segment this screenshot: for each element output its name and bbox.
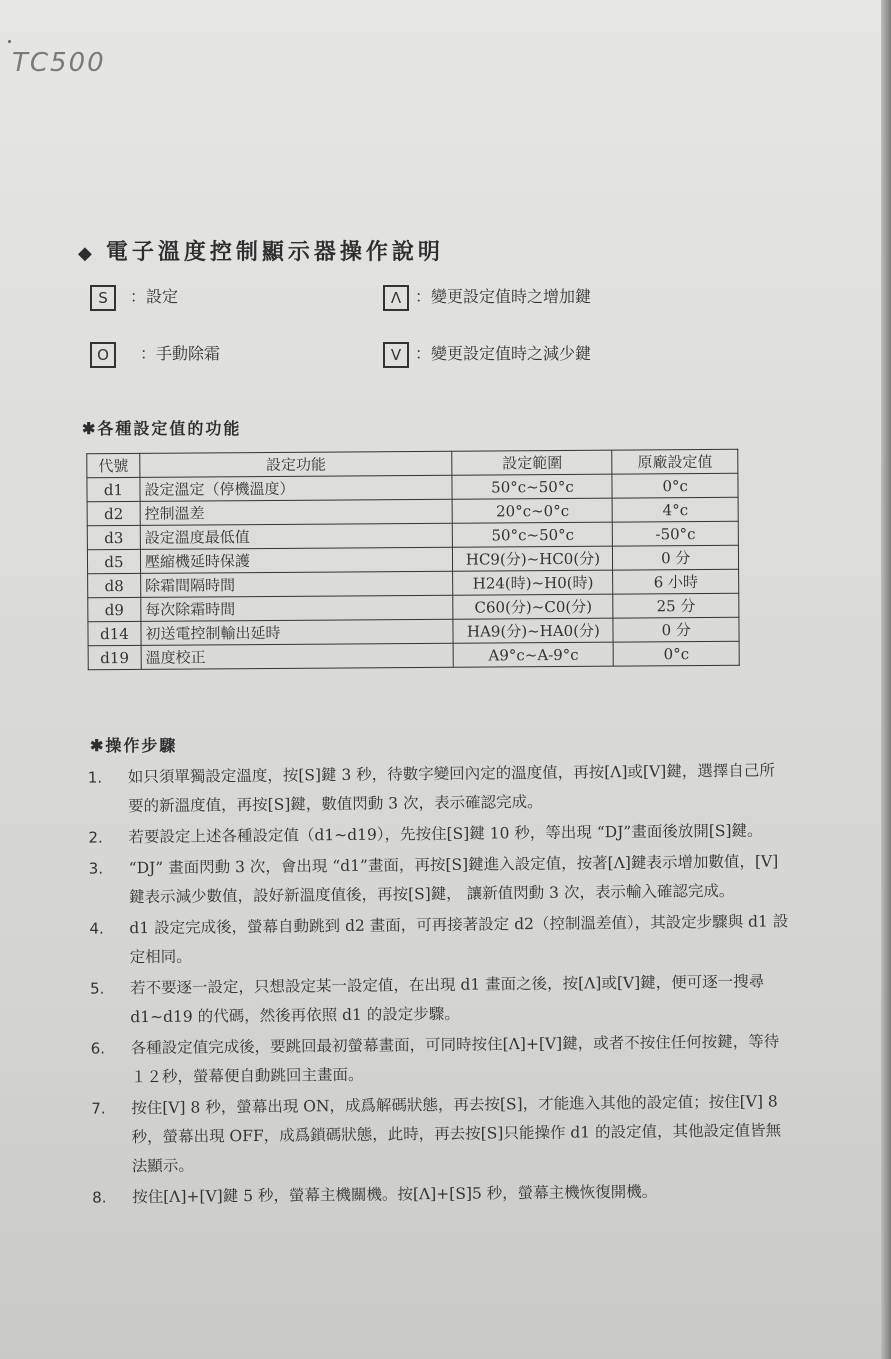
key-s-icon: S bbox=[90, 285, 116, 311]
diamond-bullet-icon: ◆ bbox=[78, 243, 96, 264]
header-code: 代號 bbox=[87, 453, 140, 477]
page-title bbox=[78, 235, 444, 266]
cell-default: 0 分 bbox=[613, 617, 739, 642]
key-up-label: ：變更設定值時之增加鍵 bbox=[415, 287, 592, 306]
key-s-label: ：設定 bbox=[130, 287, 179, 306]
step-text: 按住[V] 8 秒，螢幕出現 ON，成爲解碼狀態，再去按[S]，才能進入其他的設定值；按住[V] 8 秒，螢幕出現 OFF，成爲鎖碼狀態，此時，再去按[S]只能操作 d1 的設定值，其他設定值皆無法顯示。 bbox=[131, 1092, 782, 1176]
step-text: 若要設定上述各種設定值（d1~d19），先按住[S]鍵 10 秒，等出現 “DJ”畫面後放開[S]鍵。 bbox=[128, 821, 763, 847]
key-legend-o bbox=[90, 341, 220, 368]
step-number: 8. bbox=[92, 1188, 107, 1207]
cell-range: C60(分)~C0(分) bbox=[453, 594, 613, 619]
cell-code: d19 bbox=[88, 645, 141, 669]
key-down-icon: V bbox=[383, 342, 409, 368]
cell-function: 壓縮機延時保護 bbox=[140, 547, 453, 573]
step-number: 2. bbox=[88, 828, 103, 847]
list-item bbox=[89, 907, 790, 972]
step-text: 若不要逐一設定，只想設定某一設定值，在出現 d1 畫面之後，按[Λ]或[V]鍵，便可逐一搜尋 d1~d19 的代碼，然後再依照 d1 的設定步驟。 bbox=[129, 972, 765, 1027]
table-row bbox=[88, 641, 739, 670]
cell-code: d1 bbox=[87, 477, 140, 501]
cell-range: H24(時)~H0(時) bbox=[453, 570, 613, 595]
step-text: “DJ” 畫面閃動 3 次，會出現 “d1”畫面，再按[S]鍵進入設定值，按著[Λ]鍵表示增加數值，[V]鍵表示減少數值，設好新溫度值後，再按[S]鍵， 讓新值閃動 3 次，表示輸入確認完成。 bbox=[128, 852, 779, 907]
cell-function: 設定溫度最低值 bbox=[140, 523, 453, 549]
step-number: 7. bbox=[91, 1099, 106, 1118]
functions-section-title: ✱各種設定值的功能 bbox=[82, 419, 242, 438]
cell-default: 0°c bbox=[613, 641, 739, 666]
list-item bbox=[91, 1087, 792, 1181]
title-text: 電子溫度控制顯示器操作說明 bbox=[105, 239, 444, 265]
cell-default: 4°c bbox=[612, 497, 738, 522]
key-legend-down bbox=[383, 341, 591, 368]
key-o-icon: O bbox=[90, 342, 116, 368]
cell-code: d8 bbox=[88, 573, 141, 597]
step-number: 6. bbox=[90, 1039, 106, 1058]
step-number: 3. bbox=[88, 859, 104, 878]
paper-edge-shadow bbox=[881, 0, 891, 1359]
step-text: 按住[Λ]+[V]鍵 5 秒，螢幕主機關機。按[Λ]+[S]5 秒，螢幕主機恢復開機。 bbox=[132, 1182, 658, 1207]
step-number: 1. bbox=[87, 768, 103, 787]
step-number: 5. bbox=[89, 979, 105, 998]
cell-function: 除霜間隔時間 bbox=[140, 571, 453, 597]
header-default: 原廠設定值 bbox=[612, 449, 738, 474]
key-legend-s bbox=[90, 284, 178, 311]
cell-function: 每次除霜時間 bbox=[141, 595, 454, 621]
cell-range: 50°c~50°c bbox=[453, 522, 613, 547]
list-item bbox=[90, 1027, 791, 1092]
header-function: 設定功能 bbox=[140, 451, 453, 477]
cell-code: d2 bbox=[87, 501, 140, 525]
step-text: 各種設定值完成後，要跳回最初螢幕畫面，可同時按住[Λ]+[V]鍵，或者不按住任何按鍵，等待１２秒，螢幕便自動跳回主畫面。 bbox=[130, 1032, 780, 1087]
key-up-icon: Λ bbox=[383, 285, 409, 311]
cell-range: A9°c~A-9°c bbox=[454, 642, 614, 667]
key-down-label: ：變更設定值時之減少鍵 bbox=[415, 344, 592, 363]
step-text: d1 設定完成後，螢幕自動跳到 d2 畫面，可再接著設定 d2（控制溫差值），其設定步驟與 d1 設定相同。 bbox=[129, 912, 789, 967]
settings-table bbox=[86, 449, 739, 671]
cell-range: HA9(分)~HA0(分) bbox=[453, 618, 613, 643]
cell-range: HC9(分)~HC0(分) bbox=[453, 546, 613, 571]
cell-code: d3 bbox=[87, 525, 140, 549]
cell-range: 50°c~50°c bbox=[452, 474, 612, 499]
list-item bbox=[90, 967, 791, 1032]
list-item bbox=[88, 756, 789, 821]
key-legend-up bbox=[383, 284, 591, 311]
cell-default: 0°c bbox=[612, 473, 738, 498]
cell-default: -50°c bbox=[613, 521, 739, 546]
steps-list bbox=[88, 756, 793, 1214]
pen-dot bbox=[8, 40, 11, 43]
step-number: 4. bbox=[89, 919, 104, 938]
steps-section-title: ✱操作步驟 bbox=[90, 736, 178, 755]
header-range: 設定範圍 bbox=[452, 450, 612, 475]
cell-function: 溫度校正 bbox=[141, 643, 454, 669]
list-item bbox=[88, 816, 788, 852]
handwritten-note: TC500 bbox=[12, 48, 106, 78]
cell-code: d14 bbox=[88, 621, 141, 645]
step-text: 如只須單獨設定溫度，按[S]鍵 3 秒，待數字變回內定的溫度值，再按[Λ]或[V]鍵，選擇自己所要的新溫度值，再按[S]鍵，數值閃動 3 次，表示確認完成。 bbox=[127, 761, 775, 816]
cell-default: 0 分 bbox=[613, 545, 739, 570]
cell-code: d5 bbox=[87, 549, 140, 573]
cell-function: 控制溫差 bbox=[140, 499, 453, 525]
cell-code: d9 bbox=[88, 597, 141, 621]
list-item bbox=[89, 847, 790, 912]
cell-default: 25 分 bbox=[613, 593, 739, 618]
cell-function: 設定溫定（停機溫度） bbox=[140, 475, 453, 501]
list-item bbox=[92, 1176, 792, 1212]
cell-default: 6 小時 bbox=[613, 569, 739, 594]
cell-function: 初送電控制輸出延時 bbox=[141, 619, 454, 645]
key-o-label: ：手動除霜 bbox=[140, 344, 221, 363]
cell-range: 20°c~0°c bbox=[453, 498, 613, 523]
